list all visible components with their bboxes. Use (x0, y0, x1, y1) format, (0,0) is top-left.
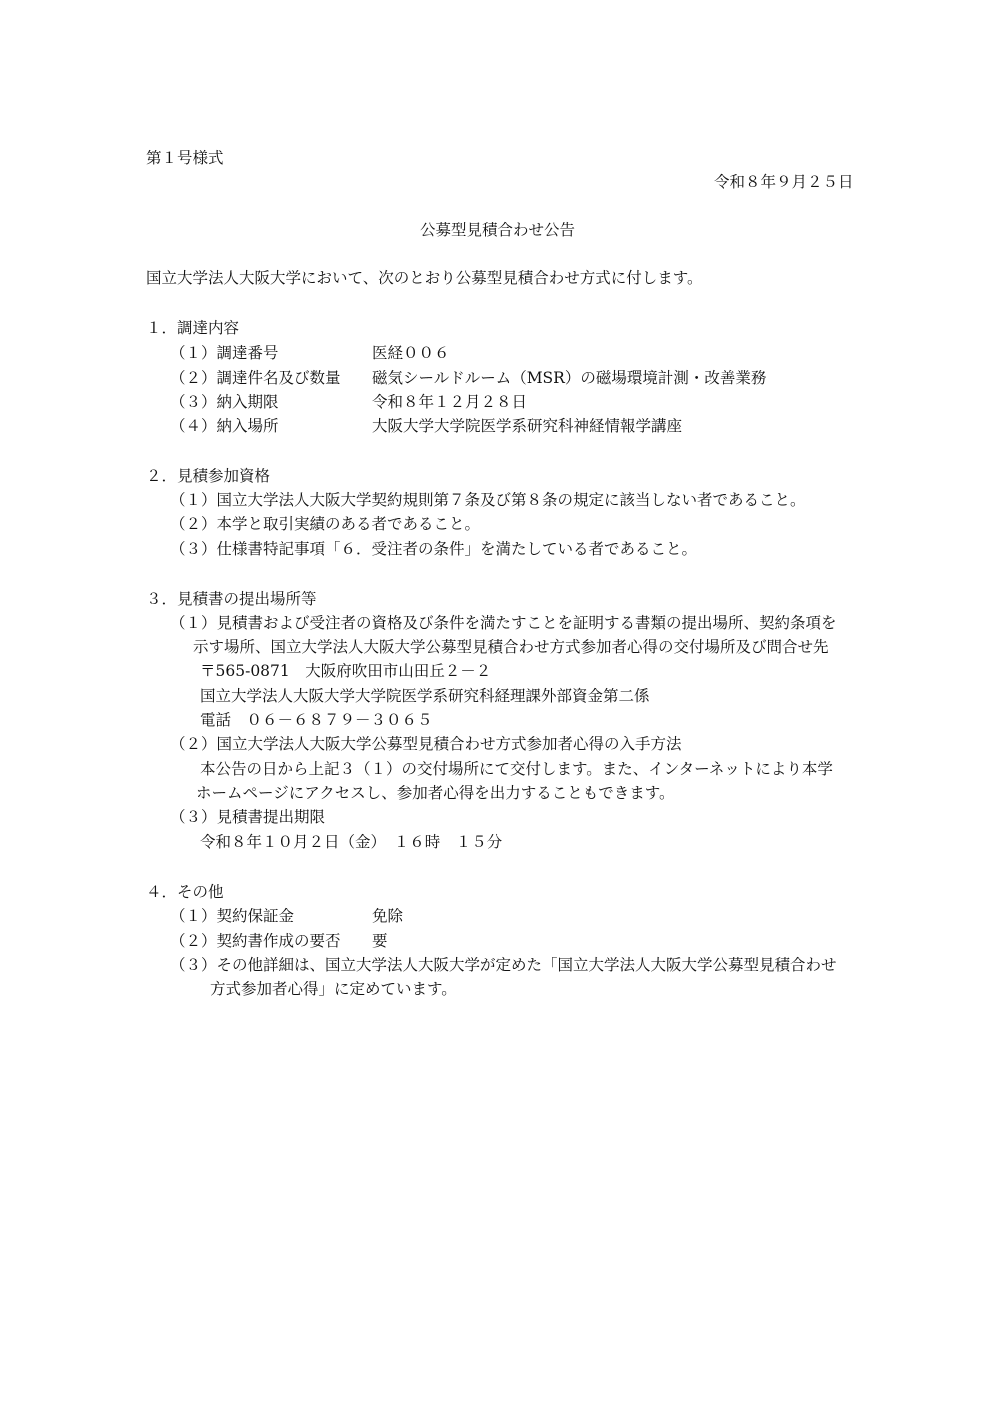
issue-date: 令和８年９月２５日 (714, 173, 854, 191)
section-heading: ３．見積書の提出場所等 (146, 590, 317, 608)
item-label: （３）納入期限 (170, 393, 279, 411)
contact-phone: 電話 ０６－６８７９－３０６５ (200, 711, 433, 729)
paragraph-line: 本公告の日から上記３（１）の交付場所にて交付します。また、インターネットにより本学 (200, 760, 833, 778)
item-value: 医経００６ (372, 344, 450, 362)
paragraph-line: （１）見積書および受注者の資格及び条件を満たすことを証明する書類の提出場所、契約条項を (170, 614, 837, 632)
contact-office: 国立大学法人大阪大学大学院医学系研究科経理課外部資金第二係 (200, 687, 650, 705)
paragraph-line: （３）その他詳細は、国立大学法人大阪大学が定めた「国立大学法人大阪大学公募型見積合わせ (170, 956, 837, 974)
paragraph-line: 方式参加者心得」に定めています。 (210, 980, 457, 998)
list-item: （３）仕様書特記事項「６．受注者の条件」を満たしている者であること。 (170, 540, 698, 558)
item-value: 大阪大学大学院医学系研究科神経情報学講座 (372, 417, 683, 435)
item-value: 免除 (372, 907, 404, 925)
contact-address: 〒565-0871 大阪府吹田市山田丘２－２ (200, 662, 492, 680)
list-item: （２）本学と取引実績のある者であること。 (170, 515, 481, 533)
section-heading: ２．見積参加資格 (146, 467, 271, 485)
item-label: （１）契約保証金 (170, 907, 295, 925)
paragraph-line: ホームページにアクセスし、参加者心得を出力することもできます。 (196, 784, 675, 802)
item-value: 磁気シールドルーム（MSR）の磁場環境計測・改善業務 (372, 369, 767, 387)
section-heading: ４．その他 (146, 883, 224, 901)
item-label: （２）契約書作成の要否 (170, 932, 341, 950)
item-value: 令和８年１２月２８日 (372, 393, 528, 411)
item-value: 要 (372, 932, 388, 950)
paragraph-line: （２）国立大学法人大阪大学公募型見積合わせ方式参加者心得の入手方法 (170, 735, 682, 753)
deadline: 令和８年１０月２日（金） １６時 １５分 (200, 833, 503, 851)
item-label: （１）調達番号 (170, 344, 279, 362)
paragraph-line: 示す場所、国立大学法人大阪大学公募型見積合わせ方式参加者心得の交付場所及び問合せ先 (193, 638, 829, 656)
form-number: 第１号様式 (146, 149, 224, 167)
item-label: （２）調達件名及び数量 (170, 369, 341, 387)
paragraph-line: （３）見積書提出期限 (170, 808, 326, 826)
intro-text: 国立大学法人大阪大学において、次のとおり公募型見積合わせ方式に付します。 (146, 269, 703, 287)
section-heading: １．調達内容 (146, 319, 240, 337)
list-item: （１）国立大学法人大阪大学契約規則第７条及び第８条の規定に該当しない者であること。 (170, 491, 806, 509)
item-label: （４）納入場所 (170, 417, 279, 435)
page-title: 公募型見積合わせ公告 (420, 221, 576, 239)
